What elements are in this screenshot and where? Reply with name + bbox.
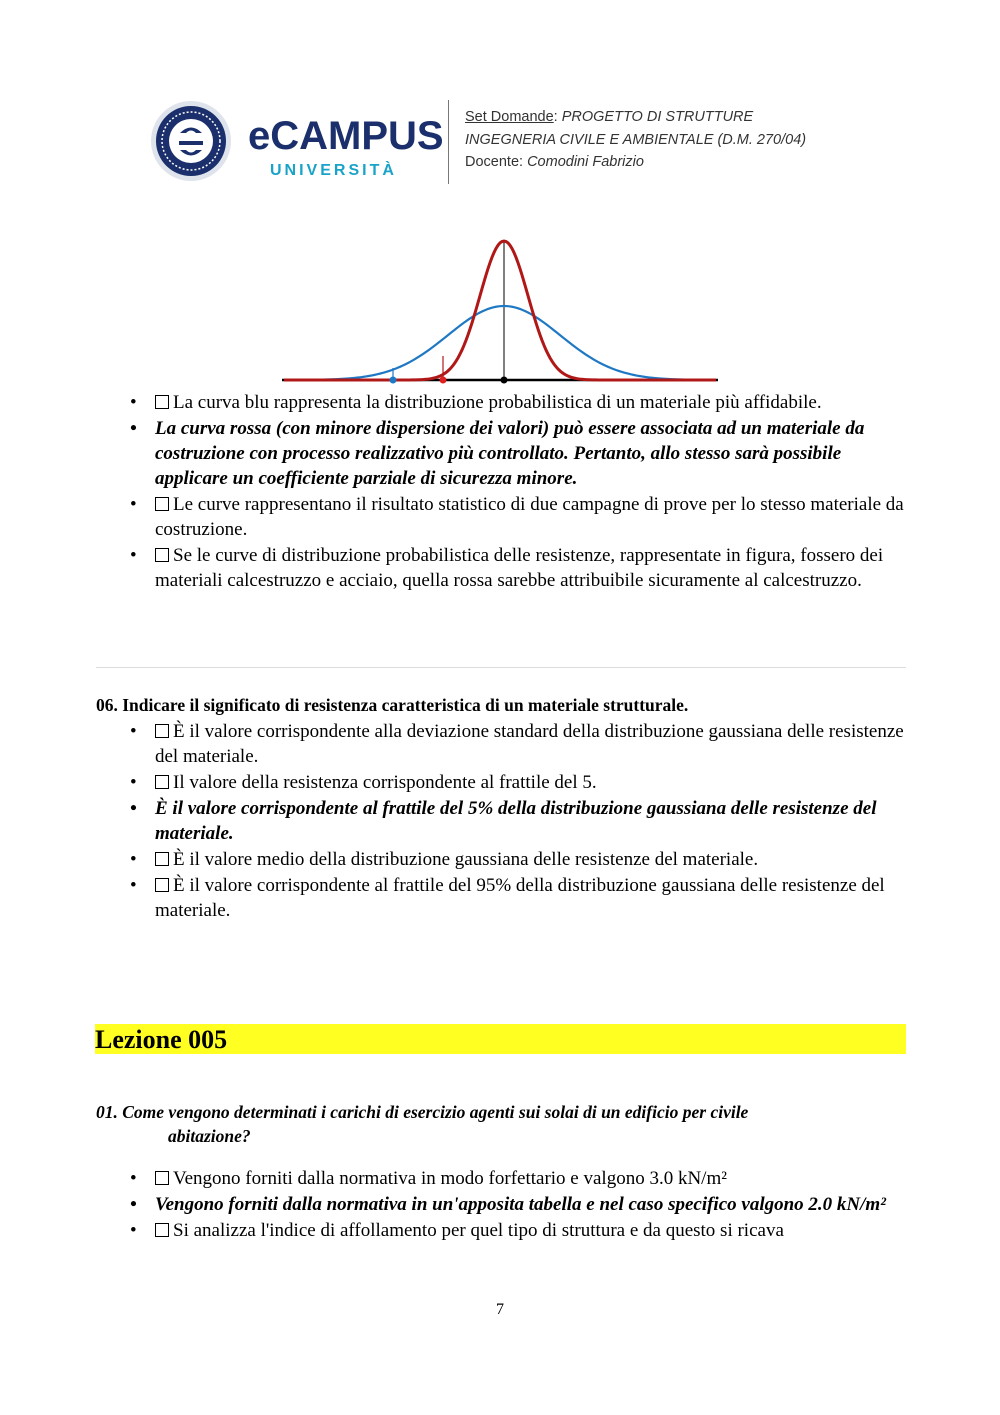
page-number: 7 <box>496 1301 504 1318</box>
red-curve <box>284 241 716 380</box>
answer-option <box>130 1192 910 1217</box>
answer-text: Vengono forniti dalla normativa in modo forfettario e valgono 3.0 kN/m² <box>173 1168 727 1189</box>
answer-option <box>130 719 910 769</box>
answer-option <box>130 1218 910 1243</box>
checkbox-icon <box>155 395 169 409</box>
answer-option <box>130 770 910 795</box>
answer-text: Il valore della resistenza corrispondente al frattile del 5. <box>173 772 597 793</box>
answer-option <box>130 796 910 846</box>
checkbox-icon <box>155 1171 169 1185</box>
course-name: INGEGNERIA CIVILE E AMBIENTALE (D.M. 270/04) <box>465 131 807 148</box>
answer-text: È il valore medio della distribuzione gaussiana delle resistenze del materiale. <box>173 849 759 870</box>
set-value: PROGETTO DI STRUTTURE <box>561 109 754 125</box>
answer-text: È il valore corrispondente alla deviazione standard della distribuzione gaussiana delle resistenze del materiale. <box>155 721 904 767</box>
question-05-options <box>130 390 910 594</box>
document-header <box>150 98 910 188</box>
checkbox-icon <box>155 878 169 892</box>
mean-point <box>501 377 508 384</box>
answer-option <box>130 492 910 542</box>
docente-label: Docente <box>465 154 520 170</box>
question-01-title <box>96 1100 748 1148</box>
docente-value: Comodini Fabrizio <box>527 154 644 170</box>
answer-text: Vengono forniti dalla normativa in un'apposita tabella e nel caso specifico valgono 2.0 kN/m² <box>155 1194 886 1215</box>
answer-text: La curva blu rappresenta la distribuzione probabilistica di un materiale più affidabile. <box>173 392 822 413</box>
answer-option <box>130 543 910 593</box>
answer-text: Si analizza l'indice di affollamento per quel tipo di struttura e da questo si ricava <box>173 1220 784 1241</box>
logo-wordmark: eCAMPUS <box>248 114 444 158</box>
question-06-options <box>130 719 910 924</box>
blue-curve <box>284 306 716 380</box>
answer-text: Se le curve di distribuzione probabilistica delle resistenze, rappresentate in figura, fossero dei materiali calcestruzzo e acciaio, quella rossa sarebbe attribuibile sicuramente al calcestruzzo. <box>155 545 884 591</box>
checkbox-icon <box>155 497 169 511</box>
checkbox-icon <box>155 724 169 738</box>
checkbox-icon <box>155 852 169 866</box>
question-06-title: 06. Indicare il significato di resistenza caratteristica di un materiale strutturale. <box>96 695 689 715</box>
checkbox-icon <box>155 1223 169 1237</box>
question-01-title-line1: 01. Come vengono determinati i carichi di esercizio agenti sui solai di un edificio per civile <box>96 1102 749 1122</box>
answer-text: Le curve rappresentano il risultato statistico di due campagne di prove per lo stesso materiale da costruzione. <box>155 494 904 540</box>
section-divider <box>96 667 906 668</box>
checkbox-icon <box>155 548 169 562</box>
checkbox-icon <box>155 775 169 789</box>
ecampus-logo-icon <box>150 100 232 182</box>
answer-option <box>130 416 910 491</box>
distribution-figure <box>280 236 720 386</box>
blue-quantile-point <box>390 377 397 384</box>
question-01-title-line2: abitazione? <box>168 1126 251 1146</box>
header-divider <box>448 100 449 184</box>
answer-option <box>130 1166 910 1191</box>
question-01-options <box>130 1166 910 1244</box>
answer-text: È il valore corrispondente al frattile del 95% della distribuzione gaussiana delle resistenze del materiale. <box>155 875 885 921</box>
set-label: Set Domande <box>465 109 554 125</box>
answer-text: La curva rossa (con minore dispersione dei valori) può essere associata ad un materiale da costruzione con processo realizzativo più controllato. Pertanto, allo stesso sarà possibile applicare un coefficiente parziale di sicurezza minore. <box>155 418 865 489</box>
answer-option <box>130 873 910 923</box>
answer-option <box>130 390 910 415</box>
logo-subtitle: UNIVERSITÀ <box>270 162 397 179</box>
answer-text: È il valore corrispondente al frattile del 5% della distribuzione gaussiana delle resistenze del materiale. <box>155 798 877 844</box>
header-info: Set Domande: PROGETTO DI STRUTTURE INGEGNERIA CIVILE E AMBIENTALE (D.M. 270/04) Docente: Comodini Fabrizio <box>465 109 807 170</box>
red-quantile-point <box>440 377 447 384</box>
answer-option <box>130 847 910 872</box>
lesson-heading: Lezione 005 <box>95 1024 906 1054</box>
